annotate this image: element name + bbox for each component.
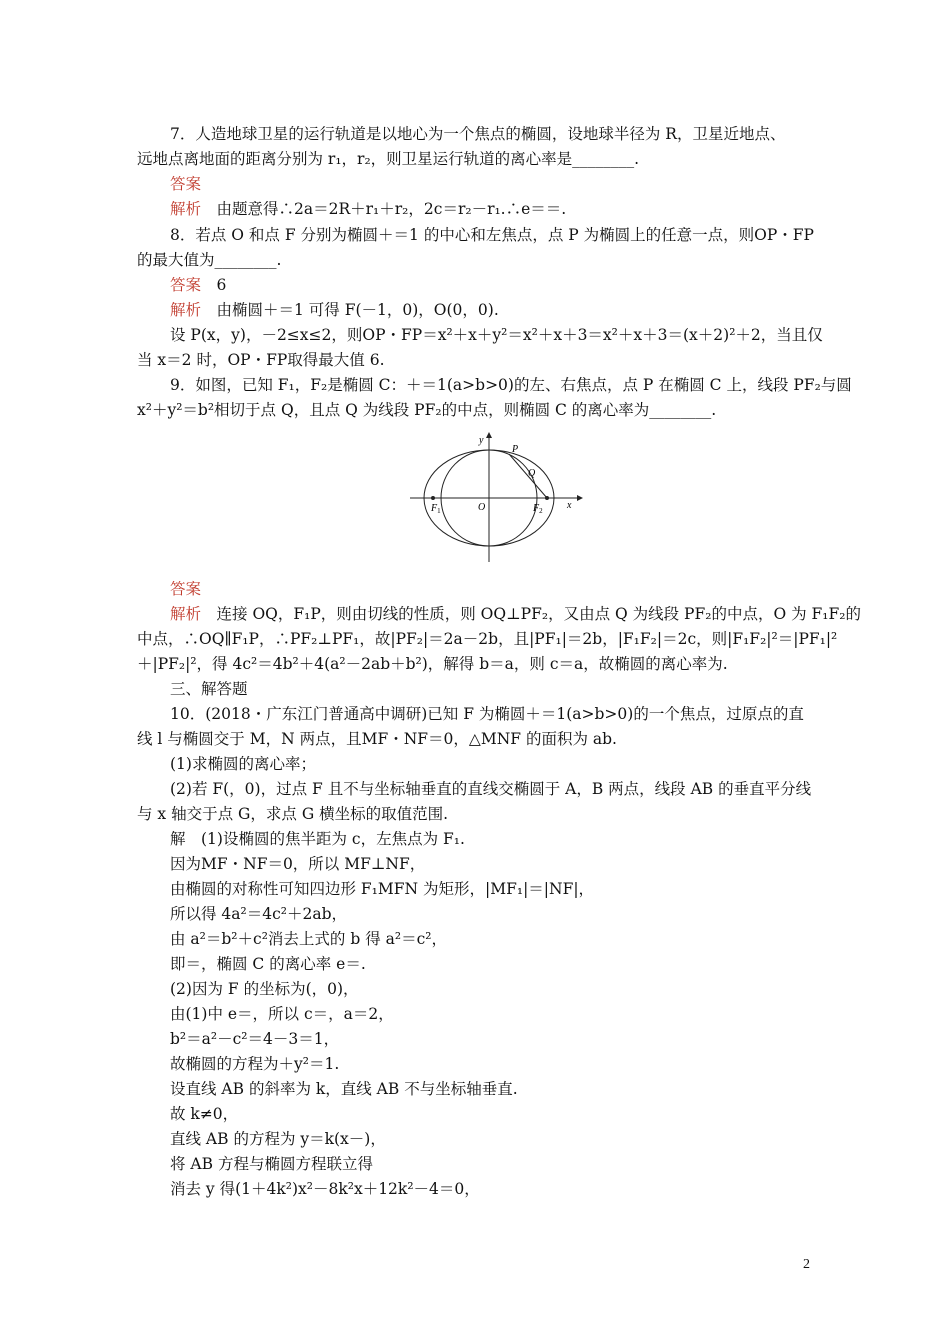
line-text: 中点，∴OQ∥F₁P，∴PF₂⊥PF₁，故|PF₂|＝2a－2b，且|PF₁|＝2b，|F₁F₂|＝2c，则|F₁F₂|²＝|PF₁|² [137,630,838,648]
line-text: 设直线 AB 的斜率为 k，直线 AB 不与坐标轴垂直. [170,1080,518,1098]
text-line [137,398,817,422]
text-line [137,802,817,826]
text-line [170,977,850,1001]
text-line [170,777,850,801]
line-text: 将 AB 方程与椭圆方程联立得 [170,1155,373,1173]
line-text: 解 (1)设椭圆的焦半距为 c，左焦点为 F₁. [170,830,465,848]
label-f2: $F_2$ [533,503,543,515]
text-line [170,1077,850,1101]
text-line [170,902,850,926]
ellipse-figure [405,430,585,570]
text-line [170,752,850,776]
line-text: 线 l 与椭圆交于 M，N 两点，且MF・NF＝0，△MNF 的面积为 ab. [137,730,617,748]
answer-label: 解析 [170,301,202,319]
line-text: 10．(2018・广东江门普通高中调研)已知 F 为椭圆＋＝1(a>b>0)的一个焦点，过原点的直 [170,705,804,723]
x-axis-arrow [577,495,583,501]
text-line [170,373,850,397]
text-line [170,927,850,951]
line-text: 由题意得∴2a＝2R＋r₁＋r₂，2c＝r₂－r₁.∴e＝＝. [201,200,567,218]
label-p: P [512,444,519,455]
text-line [170,1052,850,1076]
text-line [170,827,850,851]
page-number: 2 [803,1257,810,1272]
line-text: x²＋y²＝b²相切于点 Q，且点 Q 为线段 PF₂的中点，则椭圆 C 的离心率为________. [137,401,717,419]
line-text: 由(1)中 e＝，所以 c＝，a＝2， [170,1005,394,1023]
text-line [170,1002,850,1026]
line-text: 直线 AB 的方程为 y＝k(x－)， [170,1130,386,1148]
text-line [170,323,850,347]
text-line [170,602,861,626]
line-text: b²＝a²－c²＝4－3＝1， [170,1030,340,1048]
line-text: ＋|PF₂|²，得 4c²＝4b²＋4(a²－2ab＋b²)，解得 b＝a，则 c＝a，故椭圆的离心率为. [137,655,728,673]
line-text: 的最大值为________. [137,251,282,269]
label-y: y [479,435,484,446]
line-text: 三、解答题 [170,680,248,698]
text-line [170,677,850,701]
line-text: 消去 y 得(1＋4k²)x²－8k²x＋12k²－4＝0， [170,1180,480,1198]
line-text: 即＝，椭圆 C 的离心率 e＝. [170,955,366,973]
answer-label: 答案 [170,276,202,294]
line-text: 7．人造地球卫星的运行轨道是以地心为一个焦点的椭圆，设地球半径为 R，卫星近地点、 [170,125,786,143]
answer-label: 解析 [170,200,202,218]
text-line [170,1027,850,1051]
line-text: 故椭圆的方程为＋y²＝1. [170,1055,340,1073]
line-text: (2)若 F(，0)，过点 F 且不与坐标轴垂直的直线交椭圆于 A，B 两点，线段 AB 的垂直平分线 [170,780,812,798]
label-x: x [567,500,572,511]
line-text: 8．若点 O 和点 F 分别为椭圆＋＝1 的中心和左焦点，点 P 为椭圆上的任意一点，则OP・FP [170,226,814,244]
text-line [170,852,850,876]
text-line [170,223,850,247]
line-text: 因为MF・NF＝0，所以 MF⊥NF， [170,855,426,873]
text-line [137,627,838,651]
line-text: 由椭圆的对称性可知四边形 F₁MFN 为矩形，|MF₁|＝|NF|， [170,880,595,898]
line-text: 连接 OQ，F₁P，则由切线的性质，则 OQ⊥PF₂，又由点 Q 为线段 PF₂的中点，O 为 F₁F₂的 [201,605,861,623]
label-q: Q [528,468,536,479]
line-text: 6 [201,276,227,294]
line-text: 设 P(x，y)，－2≤x≤2，则OP・FP＝x²＋x＋y²＝x²＋x＋3＝x²＋x＋3＝(x＋2)²＋2，当且仅 [170,326,823,344]
line-text: 远地点离地面的距离分别为 r₁，r₂，则卫星运行轨道的离心率是________. [137,150,640,168]
text-line [137,727,817,751]
text-line [170,577,850,601]
text-line [170,273,850,297]
answer-label: 解析 [170,605,202,623]
point-f1 [431,496,435,500]
text-line [170,1152,850,1176]
y-axis-arrow [486,432,492,438]
text-line [137,348,817,372]
line-text: 9．如图，已知 F₁，F₂是椭圆 C：＋＝1(a>b>0)的左、右焦点，点 P 在椭圆 C 上，线段 PF₂与圆 [170,376,852,394]
line-text: 故 k≠0， [170,1105,239,1123]
line-text: 由 a²＝b²＋c²消去上式的 b 得 a²＝c²， [170,930,447,948]
line-text: 所以得 4a²＝4c²＋2ab， [170,905,348,923]
line-text: (1)求椭圆的离心率； [170,755,316,773]
label-o: O [478,502,486,513]
text-line [170,702,850,726]
text-line [170,298,850,322]
line-text: (2)因为 F 的坐标为(，0)， [170,980,359,998]
label-f1: $F_1$ [431,503,441,515]
text-line [170,952,850,976]
line-text: 当 x＝2 时，OP・FP取得最大值 6. [137,351,385,369]
text-line [170,1177,850,1201]
text-line [170,1102,850,1126]
text-line [170,172,850,196]
text-line [170,122,850,146]
text-line [170,197,850,221]
answer-label: 答案 [170,580,202,598]
line-text: 与 x 轴交于点 G，求点 G 横坐标的取值范围. [137,805,449,823]
answer-label: 答案 [170,175,202,193]
point-f2 [545,496,549,500]
line-text: 由椭圆＋＝1 可得 F(－1，0)，O(0，0). [201,301,499,319]
text-line [137,147,817,171]
text-line [137,652,817,676]
text-line [170,877,850,901]
text-line [137,248,817,272]
text-line [170,1127,850,1151]
